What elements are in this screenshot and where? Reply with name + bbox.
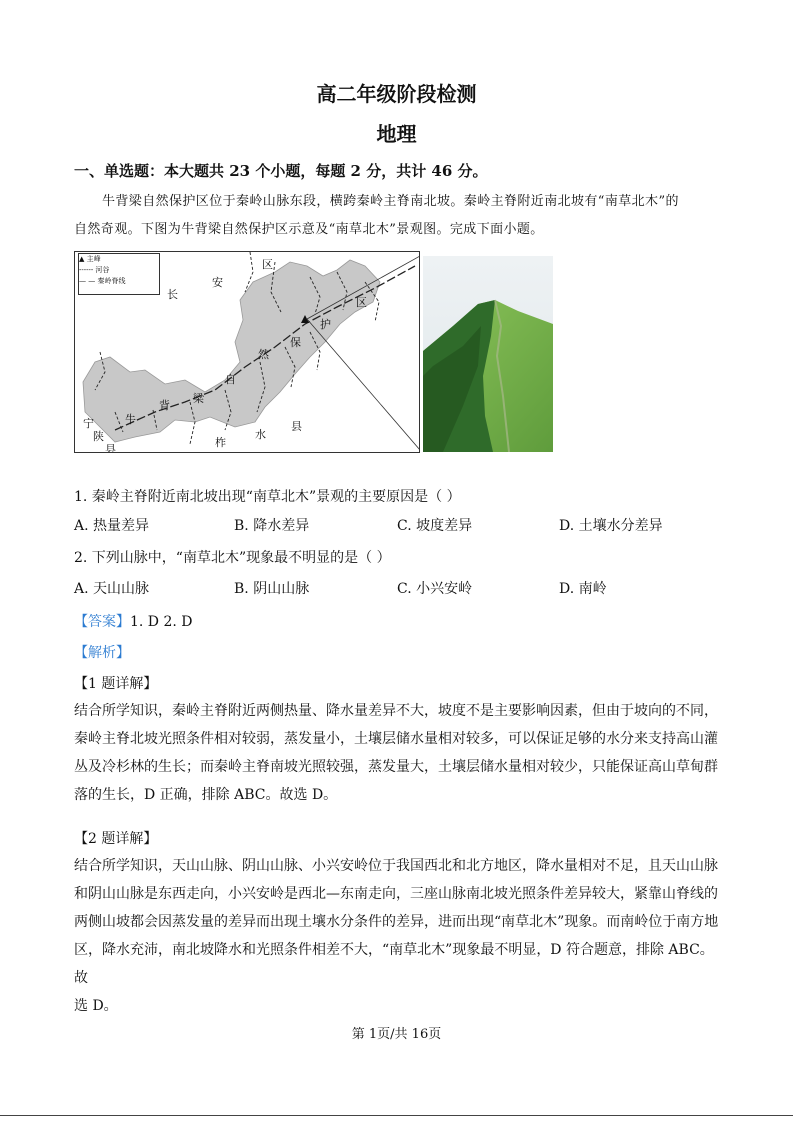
- section-heading: 一、单选题：本大题共 23 个小题，每题 2 分，共计 46 分。: [74, 162, 488, 180]
- answer-line: [74, 611, 193, 631]
- map-label-shui: 水: [255, 428, 266, 441]
- map-label-niu: 牛: [125, 413, 136, 426]
- legend-ridge: 秦岭脊线: [97, 277, 126, 285]
- q1-option-b: B. 降水差异: [234, 518, 310, 534]
- map-label-bei: 背: [159, 399, 170, 412]
- map-label-chang: 长: [167, 288, 178, 301]
- answer-text: 1. D 2. D: [130, 614, 193, 630]
- map-label-bao: 保: [290, 336, 301, 349]
- q1-option-a: A. 热量差异: [74, 518, 150, 534]
- analysis-label: 【解析】: [74, 645, 130, 661]
- bottom-divider: [0, 1115, 793, 1116]
- detail-2-label: 【2 题详解】: [74, 831, 158, 847]
- map-label-qu2: 区: [356, 296, 367, 309]
- q1-option-c: C. 坡度差异: [397, 518, 473, 534]
- map-label-qu1: 区: [262, 258, 273, 271]
- landscape-photo-svg: [423, 256, 553, 452]
- map-legend: [78, 253, 160, 295]
- map-label-ran: 然: [258, 348, 269, 361]
- intro-line-1: 牛背梁自然保护区位于秦岭山脉东段，横跨秦岭主脊南北坡。秦岭主脊附近南北坡有“南草北木”的: [102, 194, 679, 209]
- q2-option-a: A. 天山山脉: [74, 581, 150, 597]
- detail-2-body: [74, 852, 720, 1020]
- map-label-shan: 陕: [93, 430, 104, 443]
- map-label-zi: 自: [225, 373, 236, 386]
- map-label-hu: 护: [320, 318, 331, 331]
- detail-1-line: 丛及冷杉林的生长；而秦岭主脊南坡光照较强，蒸发量大，土壤层储水量相对较少，只能保证高山草甸群: [74, 759, 718, 775]
- detail-2-line: 两侧山坡都会因蒸发量的差异而出现土壤水分条件的差异，进而出现“南草北木”现象。而南岭位于南方地: [74, 914, 719, 930]
- detail-2-line: 结合所学知识，天山山脉、阴山山脉、小兴安岭位于我国西北和北方地区，降水量相对不足，且天山山脉: [74, 858, 718, 874]
- map-label-ning: 宁: [83, 417, 94, 430]
- detail-2-line: 区，降水充沛，南北坡降水和光照条件相差不大，“南草北木”现象最不明显，D 符合题意，排除 ABC。故: [74, 942, 714, 986]
- callout-line-bottom: [307, 319, 419, 450]
- page-title: 高二年级阶段检测: [316, 82, 477, 106]
- question-1-stem: 1. 秦岭主脊附近南北坡出现“南草北木”景观的主要原因是（ ）: [74, 489, 461, 505]
- page-number: 第 1页/共 16页: [351, 1027, 442, 1042]
- detail-1-line: 结合所学知识，秦岭主脊附近两侧热量、降水量差异不大，坡度不是主要影响因素，但由于坡向的不同，: [74, 703, 718, 719]
- detail-1-line: 落的生长，D 正确，排除 ABC。故选 D。: [74, 787, 338, 803]
- detail-1-body: [74, 697, 720, 809]
- detail-2-line: 选 D。: [74, 998, 118, 1014]
- question-2-stem: 2. 下列山脉中，“南草北木”现象最不明显的是（ ）: [74, 550, 391, 566]
- q2-option-c: C. 小兴安岭: [397, 581, 473, 597]
- legend-valley: 河谷: [95, 266, 110, 274]
- detail-1-label: 【1 题详解】: [74, 676, 158, 692]
- legend-peak: 主峰: [86, 255, 101, 263]
- q1-option-d: D. 土壤水分差异: [559, 518, 663, 534]
- landscape-photo: [423, 256, 553, 452]
- map-label-liang: 梁: [193, 392, 204, 405]
- q2-option-b: B. 阴山山脉: [234, 581, 310, 597]
- map-label-xian1: 县: [105, 443, 116, 452]
- map-label-zha: 柞: [215, 436, 226, 449]
- map-label-an: 安: [212, 276, 223, 289]
- valley-legend-icon: ------: [79, 266, 96, 274]
- intro-paragraph: [74, 188, 720, 244]
- map-label-xian2: 县: [291, 420, 302, 433]
- intro-line-2: 自然奇观。下图为牛背梁自然保护区示意及“南草北木”景观图。完成下面小题。: [74, 222, 544, 237]
- answer-label: 【答案】: [74, 614, 130, 630]
- subject-title: 地理: [376, 122, 417, 146]
- detail-1-line: 秦岭主脊北坡光照条件相对较弱，蒸发量小，土壤层储水量相对较多，可以保证足够的水分来支持高山灌: [74, 731, 718, 747]
- peak-legend-icon: ▲: [79, 255, 87, 263]
- ridge-legend-icon: — —: [79, 277, 98, 285]
- q2-option-d: D. 南岭: [559, 581, 607, 597]
- detail-2-line: 和阴山山脉是东西走向，小兴安岭是西北—东南走向，三座山脉南北坡光照条件差异较大，紧靠山脊线的: [74, 886, 718, 902]
